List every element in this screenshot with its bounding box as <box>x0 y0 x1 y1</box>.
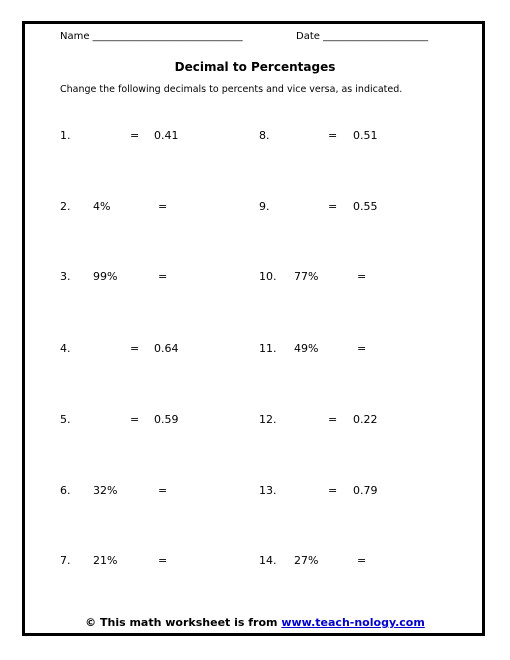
problem-equals: = <box>357 270 367 283</box>
problem-equals: = <box>328 484 338 497</box>
problem-number: 1. <box>60 129 71 142</box>
problem-equals: = <box>158 484 168 497</box>
problem-percent: 27% <box>294 554 319 567</box>
problem-equals: = <box>357 342 367 355</box>
problem-number: 14. <box>259 554 277 567</box>
problem-number: 5. <box>60 413 71 426</box>
problem-decimal: 0.79 <box>353 484 378 497</box>
problem-percent: 32% <box>93 484 118 497</box>
footer-link[interactable]: www.teach-nology.com <box>281 616 425 629</box>
problem-percent: 99% <box>93 270 118 283</box>
problem-equals: = <box>130 413 140 426</box>
problem-number: 4. <box>60 342 71 355</box>
problem-equals: = <box>328 200 338 213</box>
problem-percent: 21% <box>93 554 118 567</box>
problem-number: 10. <box>259 270 277 283</box>
problem-decimal: 0.51 <box>353 129 378 142</box>
problem-number: 6. <box>60 484 71 497</box>
problem-equals: = <box>130 342 140 355</box>
instructions: Change the following decimals to percents and vice versa, as indicated. <box>60 84 403 95</box>
problem-equals: = <box>328 129 338 142</box>
problem-equals: = <box>158 554 168 567</box>
problem-equals: = <box>158 270 168 283</box>
problem-decimal: 0.22 <box>353 413 378 426</box>
problem-percent: 49% <box>294 342 319 355</box>
problem-decimal: 0.64 <box>154 342 179 355</box>
footer-credit <box>0 616 510 629</box>
problem-equals: = <box>328 413 338 426</box>
problem-number: 7. <box>60 554 71 567</box>
problem-equals: = <box>130 129 140 142</box>
problem-percent: 4% <box>93 200 111 213</box>
problem-number: 9. <box>259 200 270 213</box>
problem-number: 2. <box>60 200 71 213</box>
problem-number: 12. <box>259 413 277 426</box>
worksheet-title: Decimal to Percentages <box>174 60 336 74</box>
date-field-label: Date _____________________ <box>296 31 429 42</box>
problem-number: 3. <box>60 270 71 283</box>
name-field-label: Name ______________________________ <box>60 31 243 42</box>
problem-number: 13. <box>259 484 277 497</box>
problem-equals: = <box>158 200 168 213</box>
page-border <box>22 21 485 636</box>
problem-decimal: 0.55 <box>353 200 378 213</box>
problem-number: 11. <box>259 342 277 355</box>
problem-decimal: 0.59 <box>154 413 179 426</box>
problem-percent: 77% <box>294 270 319 283</box>
problem-decimal: 0.41 <box>154 129 179 142</box>
problem-equals: = <box>357 554 367 567</box>
footer-prefix: © This math worksheet is from <box>85 616 282 629</box>
problem-number: 8. <box>259 129 270 142</box>
